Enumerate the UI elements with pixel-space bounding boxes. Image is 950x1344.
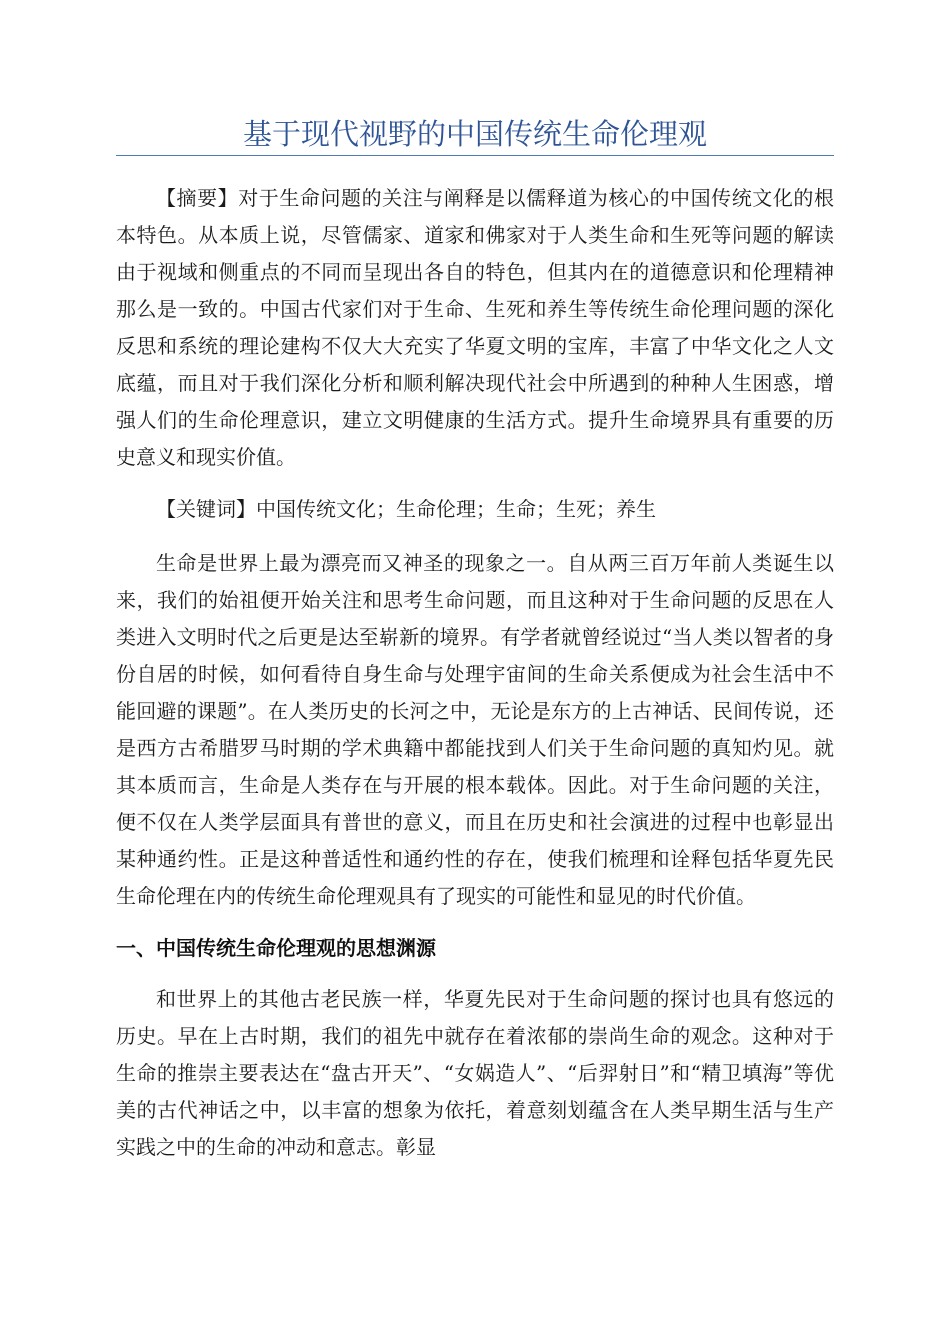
document-title: 基于现代视野的中国传统生命伦理观 [242, 117, 707, 151]
abstract-paragraph: 【摘要】对于生命问题的关注与阐释是以儒释道为核心的中国传统文化的根本特色。从本质上说，尽管儒家、道家和佛家对于人类生命和生死等问题的解读由于视域和侧重点的不同而呈现出各自的特色，但其内在的道德意识和伦理精神那么是一致的。中国古代家们对于生命、生死和养生等传统生命伦理问题的深化反思和系统的理论建构不仅大大充实了华夏文明的宝库，丰富了中华文化之人文底蕴，而且对于我们深化分析和顺利解决现代社会中所遇到的种种人生困惑，增强人们的生命伦理意识，建立文明健康的生活方式。提升生命境界具有重要的历史意义和现实价值。 [116, 186, 834, 469]
keywords-paragraph: 【关键词】中国传统文化；生命伦理；生命；生死；养生 [156, 497, 656, 521]
section-heading: 一、中国传统生命伦理观的思想渊源 [116, 936, 436, 960]
section-paragraph: 和世界上的其他古老民族一样，华夏先民对于生命问题的探讨也具有悠远的历史。早在上古时期，我们的祖先中就存在着浓郁的崇尚生命的观念。这种对于生命的推崇主要表达在“盘古开天”、“女娲造人”、“后羿射日”和“精卫填海”等优美的古代神话之中，以丰富的想象为依托，着意刻划蕴含在人类早期生活与生产实践之中的生命的冲动和意志。彰显 [116, 987, 834, 1159]
title-underline [116, 155, 834, 156]
intro-paragraph: 生命是世界上最为漂亮而又神圣的现象之一。自从两三百万年前人类诞生以来，我们的始祖便开始关注和思考生命问题，而且这种对于生命问题的反思在人类进入文明时代之后更是达至崭新的境界。有学者就曾经说过“当人类以智者的身份自居的时候，如何看待自身生命与处理宇宙间的生命关系便成为社会生活中不能回避的课题”。在人类历史的长河之中，无论是东方的上古神话、民间传说，还是西方古希腊罗马时期的学术典籍中都能找到人们关于生命问题的真知灼见。就其本质而言，生命是人类存在与开展的根本载体。因此。对于生命问题的关注，便不仅在人类学层面具有普世的意义，而且在历史和社会演进的过程中也彰显出某种通约性。正是这种普适性和通约性的存在，使我们梳理和诠释包括华夏先民生命伦理在内的传统生命伦理观具有了现实的可能性和显见的时代价值。 [116, 551, 834, 908]
document-body [116, 180, 834, 1181]
